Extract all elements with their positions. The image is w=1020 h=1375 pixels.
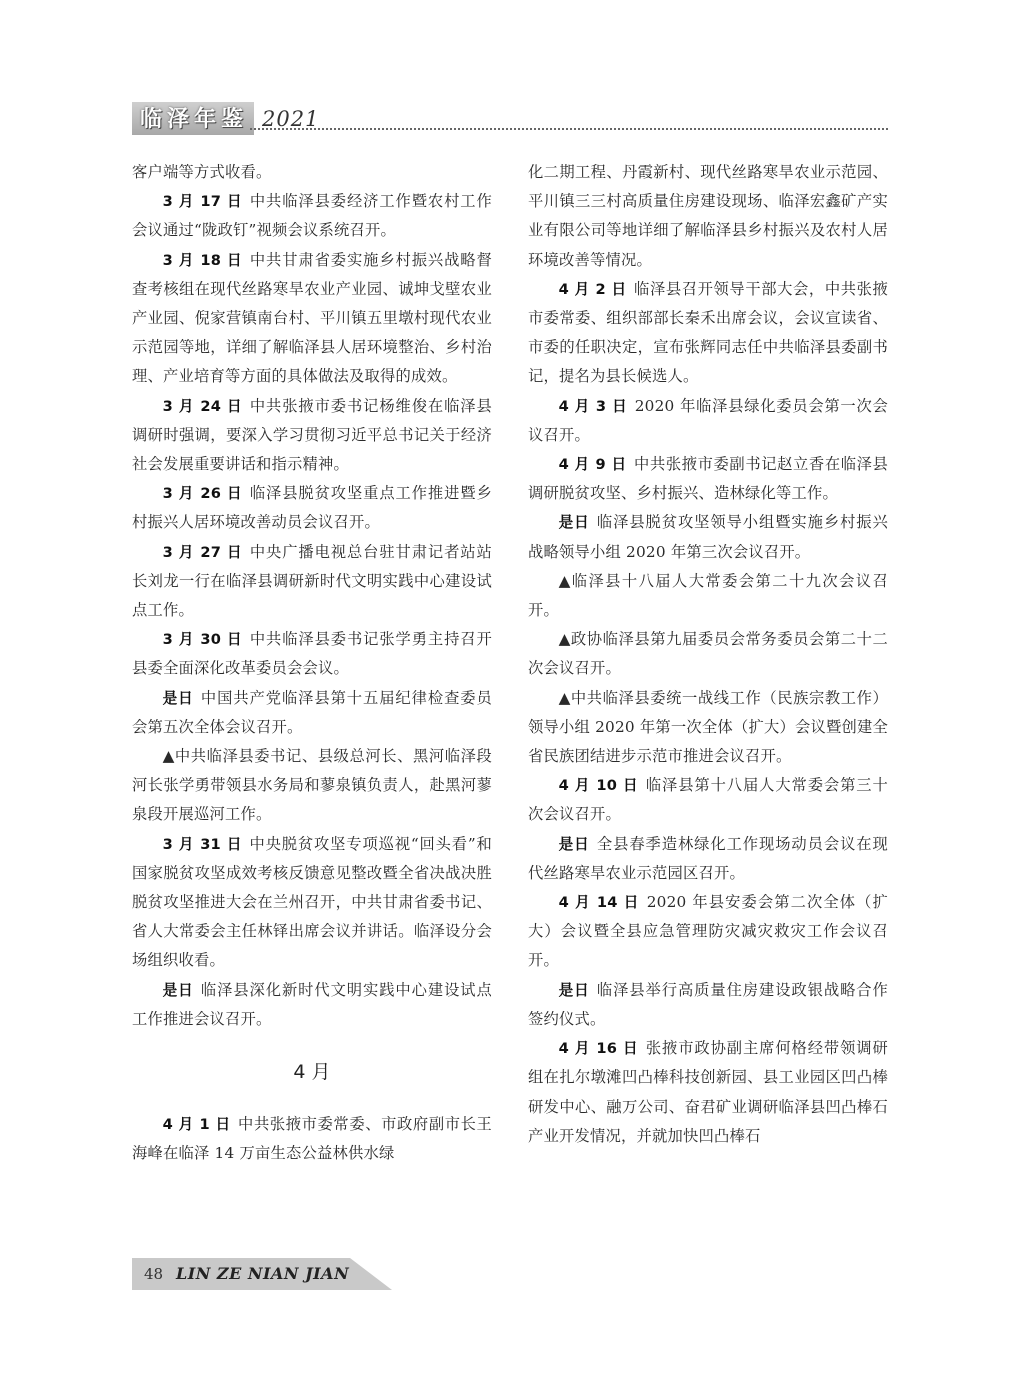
entry-date: 4 月 1 日 (162, 1116, 231, 1134)
entry-text: 临泽县召开领导干部大会，中共张掖市委常委、组织部部长秦禾出席会议，会议宣读省、市委的任职决定，宣布张辉同志任中共临泽县委副书记，提名为县长候选人。 (528, 279, 889, 386)
page-footer (132, 1258, 392, 1290)
chronicle-entry (132, 479, 492, 537)
entry-text: 中国共产党临泽县第十五届纪律检查委员会第五次全体会议召开。 (132, 688, 492, 736)
entry-date: 4 月 10 日 (558, 777, 639, 795)
chronicle-entry (528, 158, 888, 275)
chronicle-entry (132, 976, 492, 1034)
entry-text: 中央脱贫攻坚专项巡视“回头看”和国家脱贫攻坚成效考核反馈意见整改暨全省决战决胜脱贫攻坚推进大会在兰州召开，中共甘肃省委书记、省人大常委会主任林铎出席会议并讲话。临泽设分会场组织收看。 (132, 834, 493, 970)
entry-date: 3 月 27 日 (162, 543, 243, 561)
month-heading: 4 月 (293, 1061, 331, 1084)
entry-text: ▲临泽县十八届人大常委会第二十九次会议召开。 (528, 571, 888, 620)
footer-title: LIN ZE NIAN JIAN (176, 1264, 350, 1283)
chronicle-entry (132, 158, 492, 187)
header-dotted-rule (250, 128, 888, 130)
left-entries (132, 158, 492, 1034)
left-after-heading-entries (132, 1110, 492, 1168)
chronicle-entry (132, 742, 492, 830)
entry-text: 化二期工程、丹霞新村、现代丝路寒旱农业示范园、平川镇三三村高质量住房建设现场、临泽宏鑫矿产实业有限公司等地详细了解临泽县乡村振兴及农村人居环境改善等情况。 (528, 163, 888, 269)
entry-text: 临泽县深化新时代文明实践中心建设试点工作推进会议召开。 (132, 980, 492, 1028)
chronicle-entry (528, 392, 888, 450)
running-header (132, 102, 889, 136)
chronicle-entry (528, 1034, 888, 1151)
entry-date: 3 月 24 日 (162, 397, 243, 415)
entry-text: 2020 年临泽县绿化委员会第一次会议召开。 (528, 396, 888, 444)
entry-text: 临泽县脱贫攻坚重点工作推进暨乡村振兴人居环境改善动员会议召开。 (132, 484, 492, 532)
chronicle-entry (528, 625, 888, 683)
chronicle-entry (528, 830, 888, 888)
entry-text: 中共临泽县委书记张学勇主持召开县委全面深化改革委员会会议。 (132, 630, 492, 678)
entry-date: 3 月 26 日 (162, 485, 243, 503)
entry-date: 3 月 18 日 (162, 251, 243, 269)
entry-text: 2020 年县安委会第二次全体（扩大）会议暨全县应急管理防灾减灾救灾工作会议召开。 (528, 893, 888, 970)
entry-text: 临泽县脱贫攻坚领导小组暨实施乡村振兴战略领导小组 2020 年第三次会议召开。 (528, 513, 888, 561)
right-entries (528, 158, 888, 1151)
chronicle-entry (528, 567, 888, 625)
entry-text: ▲中共临泽县委统一战线工作（民族宗教工作）领导小组 2020 年第一次全体（扩大）会议暨创建全省民族团结进步示范市推进会议召开。 (528, 688, 888, 766)
entry-text: 中共张掖市委书记杨维俊在临泽县调研时强调，要深入学习贯彻习近平总书记关于经济社会发展重要讲话和指示精神。 (132, 396, 492, 474)
yearbook-title: 临泽年鉴 (140, 106, 249, 132)
entry-text: 中共张掖市委副书记赵立香在临泽县调研脱贫攻坚、乡村振兴、造林绿化等工作。 (528, 455, 889, 503)
entry-date: 是日 (162, 689, 194, 707)
right-column (528, 158, 888, 1151)
chronicle-entry (528, 450, 888, 508)
entry-text: 临泽县第十八届人大常委会第三十次会议召开。 (528, 776, 888, 824)
chronicle-entry (132, 830, 492, 976)
chronicle-entry (132, 1110, 492, 1168)
entry-text: 客户端等方式收看。 (132, 163, 272, 181)
left-column (132, 158, 492, 1169)
entry-date: 是日 (558, 514, 590, 532)
chronicle-entry (132, 538, 492, 626)
entry-date: 是日 (558, 981, 590, 999)
chronicle-entry (132, 246, 492, 392)
entry-text: ▲中共临泽县委书记、县级总河长、黑河临泽段河长张学勇带领县水务局和蓼泉镇负责人，赴黑河蓼泉段开展巡河工作。 (132, 747, 492, 824)
yearbook-year: 2021 (262, 107, 320, 131)
entry-date: 4 月 2 日 (558, 280, 627, 298)
entry-text: 中共临泽县委经济工作暨农村工作会议通过“陇政钉”视频会议系统召开。 (132, 192, 492, 240)
chronicle-entry (528, 888, 888, 976)
entry-date: 4 月 16 日 (558, 1040, 639, 1058)
entry-date: 3 月 17 日 (162, 193, 243, 211)
entry-text: 全县春季造林绿化工作现场动员会议在现代丝路寒旱农业示范园区召开。 (528, 834, 888, 882)
chronicle-entry (528, 508, 888, 566)
chronicle-entry (132, 625, 492, 683)
entry-text: ▲政协临泽县第九届委员会常务委员会第二十二次会议召开。 (528, 630, 888, 678)
entry-date: 是日 (558, 835, 590, 853)
chronicle-entry (528, 684, 888, 772)
chronicle-entry (528, 275, 888, 392)
entry-text: 中央广播电视总台驻甘肃记者站站长刘龙一行在临泽县调研新时代文明实践中心建设试点工作。 (132, 542, 492, 620)
entry-text: 张掖市政协副主席何格经带领调研组在扎尔墩滩凹凸棒科技创新园、县工业园区凹凸棒研发中心、融万公司、奋君矿业调研临泽县凹凸棒石产业开发情况，并就加快凹凸棒石 (528, 1039, 888, 1145)
entry-text: 中共甘肃省委实施乡村振兴战略督查考核组在现代丝路寒旱农业产业园、诚坤戈壁农业产业园、倪家营镇南台村、平川镇五里墩村现代农业示范园等地，详细了解临泽县人居环境整治、乡村治理、产业培育等方面的具体做法及取得的成效。 (132, 250, 492, 386)
chronicle-entry (528, 976, 888, 1034)
entry-date: 3 月 31 日 (162, 835, 243, 853)
chronicle-entry (132, 392, 492, 480)
entry-date: 4 月 9 日 (558, 456, 627, 474)
entry-date: 3 月 30 日 (162, 631, 243, 649)
entry-text: 临泽县举行高质量住房建设政银战略合作签约仪式。 (528, 980, 888, 1028)
entry-date: 是日 (162, 981, 194, 999)
entry-date: 4 月 14 日 (558, 894, 640, 912)
entry-date: 4 月 3 日 (558, 397, 628, 415)
chronicle-entry (528, 771, 888, 829)
entry-text: 中共张掖市委常委、市政府副市长王海峰在临泽 14 万亩生态公益林供水绿 (132, 1115, 493, 1163)
chronicle-entry (132, 187, 492, 245)
page-number: 48 (144, 1265, 164, 1283)
chronicle-entry (132, 684, 492, 742)
